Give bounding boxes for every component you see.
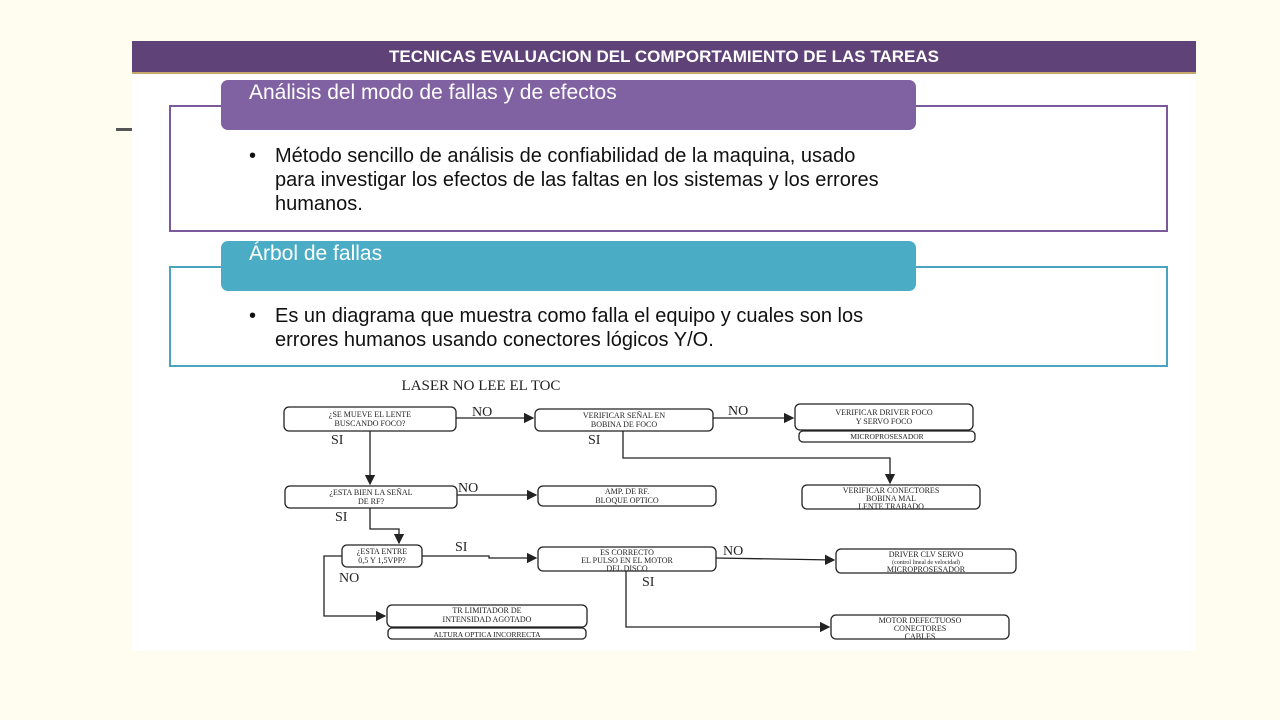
node-r1b-text: MICROPROSESADOR — [850, 432, 924, 441]
bullet-line: humanos. — [275, 193, 363, 215]
node-r1-text: VERIFICAR DRIVER FOCO — [835, 408, 933, 417]
edge-q2-q3 — [370, 508, 399, 543]
node-r2-text: BOBINA MAL — [865, 494, 917, 503]
node-e3-text: DEL DISCO — [606, 564, 648, 573]
node-d3-text: MICROPROSESADOR — [886, 565, 966, 574]
edge-label-no: NO — [339, 571, 360, 586]
fault-tree-diagram — [132, 371, 1196, 651]
section-fmea-heading: Análisis del modo de fallas y de efectos — [221, 80, 916, 130]
node-q2-text: DE RF? — [358, 497, 384, 506]
node-r1-text: Y SERVO FOCO — [855, 417, 913, 426]
node-t3b-text: ALTURA OPTICA INCORRECTA — [433, 630, 541, 639]
node-d3-text: DRIVER CLV SERVO — [888, 550, 964, 559]
node-q3-text: ¿ESTA ENTRE — [356, 547, 408, 556]
page-title: TECNICAS EVALUACION DEL COMPORTAMIENTO DE LAS TAREAS — [132, 41, 1196, 74]
node-v1-text: BOBINA DE FOCO — [590, 420, 658, 429]
node-q1-text: ¿SE MUEVE EL LENTE — [328, 410, 412, 419]
bullet-line: errores humanos usando conectores lógicos Y/O. — [275, 329, 714, 351]
edge-label-yes: SI — [335, 510, 348, 525]
edge-label-yes: SI — [588, 433, 601, 448]
node-e3-text: EL PULSO EN EL MOTOR — [581, 556, 673, 565]
node-m3-text: CABLES — [904, 632, 936, 641]
edge-q3-e3 — [422, 556, 536, 558]
bullet-line: Método sencillo de análisis de confiabilidad de la maquina, usado — [275, 145, 856, 167]
node-q1-text: BUSCANDO FOCO? — [334, 419, 406, 428]
flowchart-title: LASER NO LEE EL TOC — [401, 378, 561, 394]
node-a2-text: AMP. DE RF. — [604, 487, 650, 496]
edge-label-yes: SI — [331, 433, 344, 448]
node-e3-text: ES CORRECTO — [600, 548, 654, 557]
node-r2-text: LENTE TRABADO — [858, 502, 924, 511]
bullet-text — [275, 304, 863, 352]
edge-q3-t3 — [324, 556, 385, 616]
edge-label-yes: SI — [455, 540, 468, 555]
node-a2-text: BLOQUE OPTICO — [595, 496, 659, 505]
node-m3-text: CONECTORES — [893, 624, 947, 633]
edge-label-no: NO — [728, 404, 749, 419]
node-r2-text: VERIFICAR CONECTORES — [842, 486, 940, 495]
node-d3-text: (control lineal de velocidad) — [892, 560, 960, 566]
edge-label-yes: SI — [642, 575, 655, 590]
node-v1-text: VERIFICAR SEÑAL EN — [582, 411, 666, 420]
node-m3-text: MOTOR DEFECTUOSO — [878, 616, 962, 625]
bullet-text — [275, 144, 879, 216]
section-fmea-bullet — [249, 144, 1069, 216]
node-q3-text: 0,5 Y 1,5VPP? — [358, 556, 406, 565]
section-fault-tree-heading: Árbol de fallas — [221, 241, 916, 291]
bullet-line: Es un diagrama que muestra como falla el equipo y cuales son los — [275, 305, 864, 327]
bullet-line: para investigar los efectos de las faltas en los sistemas y los errores — [275, 169, 879, 191]
edge-label-no: NO — [458, 481, 479, 496]
edge-label-no: NO — [472, 405, 493, 420]
edge-label-no: NO — [723, 544, 744, 559]
node-q2-text: ¿ESTA BIEN LA SEÑAL — [329, 488, 413, 497]
edge-e3-m3 — [626, 571, 829, 627]
bullet-icon: • — [249, 145, 257, 167]
node-t3-text: TR LIMITADOR DE — [452, 606, 522, 615]
section-fault-tree-bullet — [249, 304, 1069, 352]
bullet-icon: • — [249, 305, 257, 327]
node-t3-text: INTENSIDAD AGOTADO — [442, 615, 532, 624]
content-card — [132, 41, 1196, 651]
